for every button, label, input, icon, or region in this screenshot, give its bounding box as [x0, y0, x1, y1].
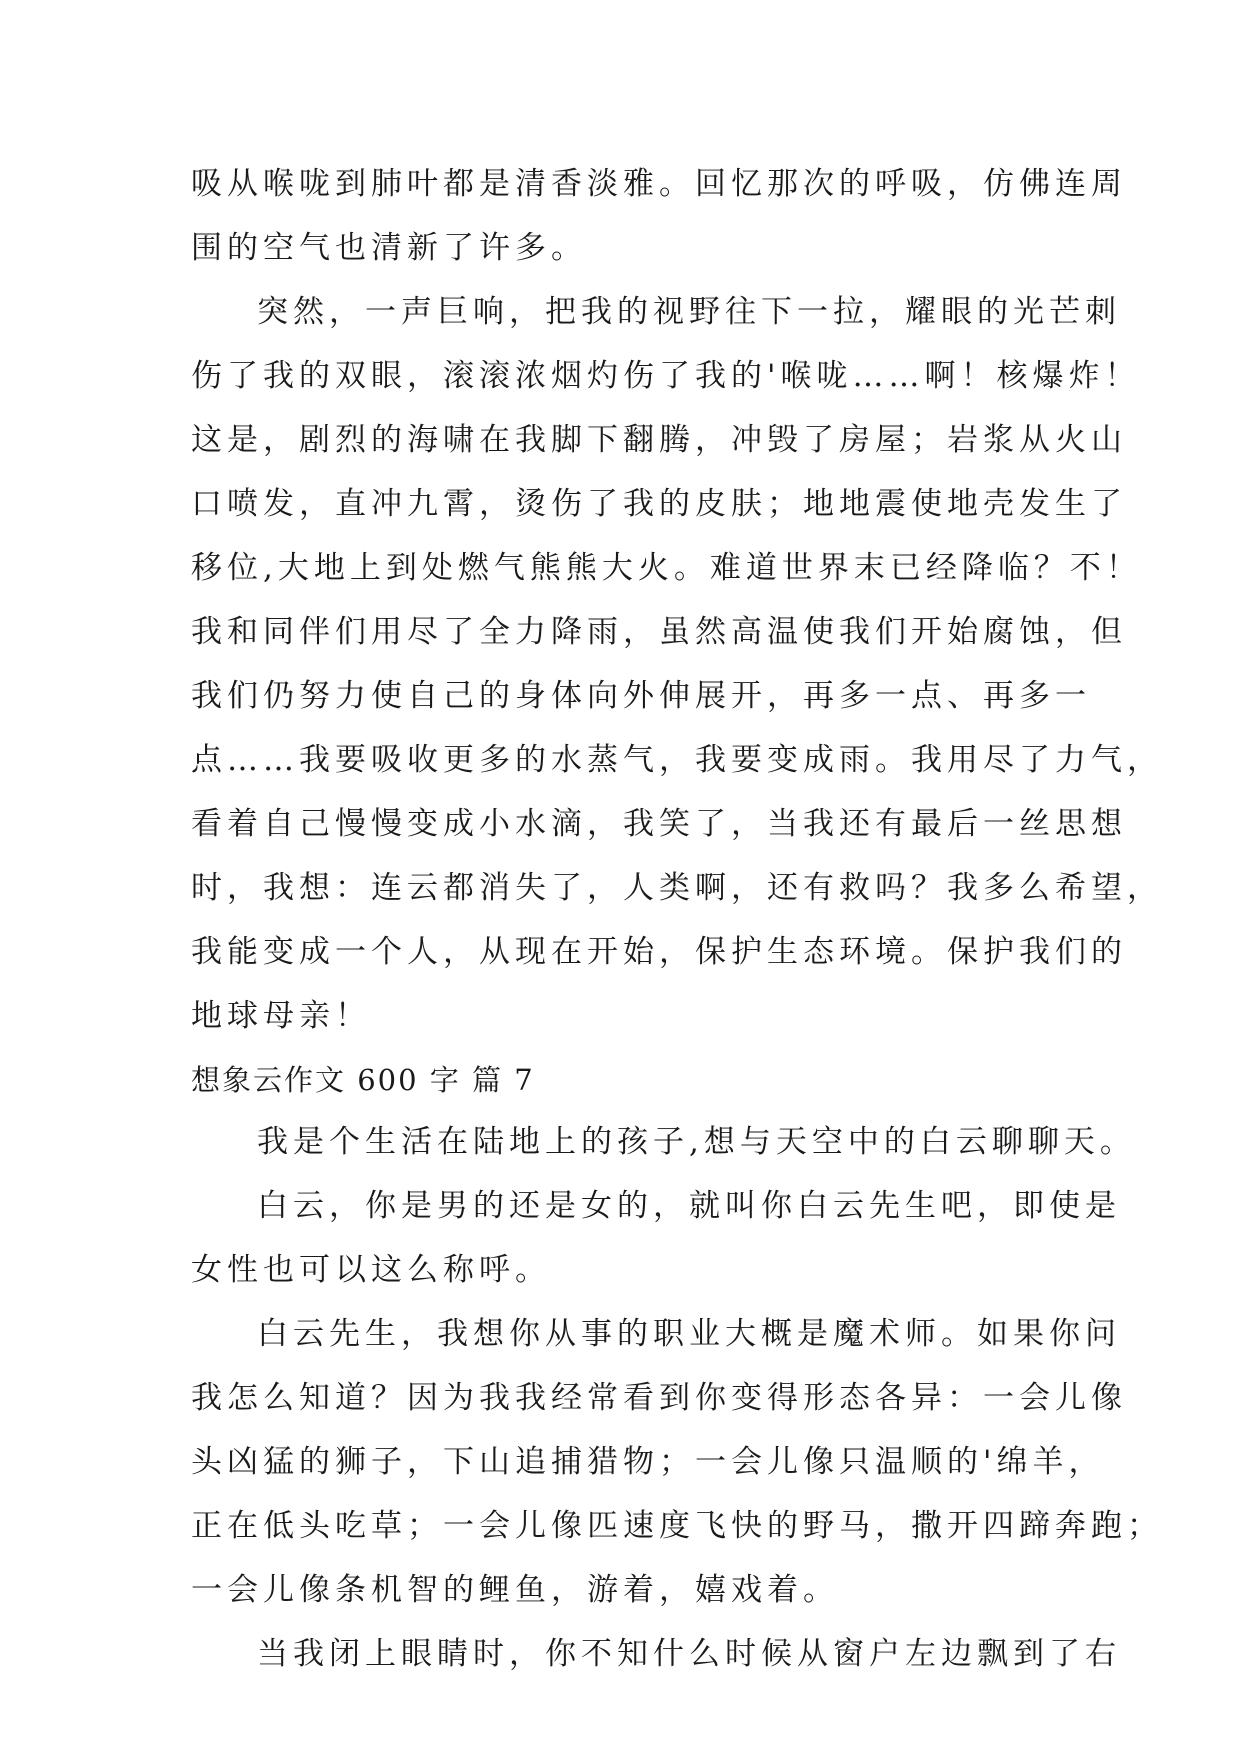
paragraph-line: 当我闭上眼睛时，你不知什么时候从窗户左边飘到了右: [257, 1636, 1121, 1672]
paragraph-line: 地球母亲！: [191, 998, 371, 1034]
paragraph-line: 白云先生，我想你从事的职业大概是魔术师。如果你问: [257, 1316, 1121, 1352]
paragraph-line: 围的空气也清新了许多。: [191, 230, 587, 266]
paragraph-line: 时，我想：连云都消失了，人类啊，还有救吗？我多么希望，: [191, 870, 1163, 906]
document-body: [191, 152, 1163, 1686]
paragraph-line: 我怎么知道？因为我我经常看到你变得形态各异：一会儿像: [191, 1380, 1127, 1416]
paragraph-line: 白云，你是男的还是女的，就叫你白云先生吧，即使是: [257, 1188, 1121, 1224]
paragraph-line: 我是个生活在陆地上的孩子,想与天空中的白云聊聊天。: [257, 1124, 1136, 1160]
section-heading: 想象云作文 600 字 篇 7: [191, 1063, 535, 1097]
paragraph-line: 正在低头吃草；一会儿像匹速度飞快的野马，撒开四蹄奔跑；: [191, 1508, 1163, 1544]
paragraph-line: 我能变成一个人，从现在开始，保护生态环境。保护我们的: [191, 934, 1127, 970]
paragraph-line: 我们仍努力使自己的身体向外伸展开，再多一点、再多一: [191, 678, 1091, 714]
paragraph-line: 点……我要吸收更多的水蒸气，我要变成雨。我用尽了力气，: [191, 742, 1163, 778]
paragraph-line: 我和同伴们用尽了全力降雨，虽然高温使我们开始腐蚀，但: [191, 614, 1127, 650]
paragraph-line: 看着自己慢慢变成小水滴，我笑了，当我还有最后一丝思想: [191, 806, 1127, 842]
paragraph-line: 伤了我的双眼，滚滚浓烟灼伤了我的'喉咙……啊！核爆炸！: [191, 358, 1141, 394]
paragraph-line: 突然，一声巨响，把我的视野往下一拉，耀眼的光芒刺: [257, 294, 1121, 330]
paragraph-line: 一会儿像条机智的鲤鱼，游着，嬉戏着。: [191, 1572, 839, 1608]
paragraph-line: 头凶猛的狮子，下山追捕猎物；一会儿像只温顺的'绵羊，: [191, 1444, 1105, 1480]
paragraph-line: 女性也可以这么称呼。: [191, 1252, 551, 1288]
paragraph-line: 吸从喉咙到肺叶都是清香淡雅。回忆那次的呼吸，仿佛连周: [191, 166, 1127, 202]
paragraph-line: 口喷发，直冲九霄，烫伤了我的皮肤；地地震使地壳发生了: [191, 486, 1127, 522]
paragraph-line: 移位,大地上到处燃气熊熊大火。难道世界末已经降临？不！: [191, 550, 1142, 586]
paragraph-line: 这是，剧烈的海啸在我脚下翻腾，冲毁了房屋；岩浆从火山: [191, 422, 1127, 458]
